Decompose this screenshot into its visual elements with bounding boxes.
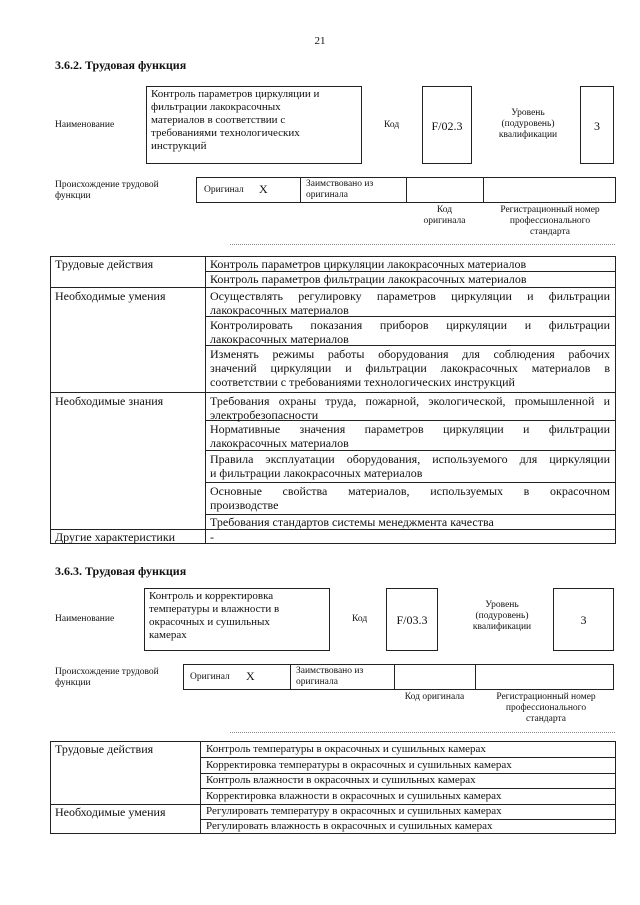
level-value: 3 — [594, 119, 600, 133]
level-label — [452, 600, 552, 633]
skill-line: лакокрасочных материалов — [210, 303, 349, 317]
reg-number-caption — [485, 205, 615, 238]
borrowed-label-line: оригинала — [296, 677, 338, 687]
knowledge-label: Необходимые знания — [55, 394, 164, 408]
knowledge-item — [210, 394, 610, 422]
name-label: Наименование — [55, 120, 115, 130]
reg-caption-line: профессионального — [505, 703, 587, 713]
labor-action-item: Контроль температуры в окрасочных и сушильных камерах — [206, 743, 486, 755]
skill-line: соответствии с требованиями технологических инструкций — [210, 375, 515, 389]
skills-label: Необходимые умения — [55, 805, 166, 819]
skill-line: Изменять режимы работы оборудования для соблюдения рабочих — [210, 347, 610, 361]
borrowed-label-line: оригинала — [306, 190, 348, 200]
code-value-box — [422, 86, 472, 164]
function-name-line: Контроль и корректировка — [149, 590, 274, 602]
code-original-caption: Код оригинала — [404, 692, 465, 702]
code-caption-line: оригинала — [423, 216, 466, 226]
original-label: Оригинал — [190, 672, 230, 682]
knowledge-line: электробезопасности — [210, 408, 319, 422]
function-name-line: окрасочных и сушильных — [149, 616, 270, 628]
labor-action-item: Контроль параметров циркуляции лакокрасочных материалов — [210, 257, 527, 271]
code-value-box — [386, 588, 438, 651]
knowledge-line: Требования охраны труда, пожарной, экологической, промышленной и — [210, 394, 610, 408]
knowledge-line: Основные свойства материалов, используемых в окрасочном — [210, 484, 610, 498]
skill-line: лакокрасочных материалов — [210, 332, 349, 346]
knowledge-item: Требования стандартов системы менеджмента качества — [210, 515, 494, 529]
borrowed-label — [296, 666, 363, 688]
labor-action-item: Корректировка влажности в окрасочных и сушильных камерах — [206, 790, 502, 802]
knowledge-item — [210, 452, 610, 480]
original-mark: X — [259, 182, 268, 196]
function-name-line: температуры и влажности в — [149, 603, 280, 615]
knowledge-item — [210, 484, 610, 512]
skill-item: Регулировать влажность в окрасочных и сушильных камерах — [206, 820, 493, 832]
knowledge-item — [210, 422, 610, 450]
function-name-line: материалов в соответствии с — [151, 114, 286, 126]
code-value: F/03.3 — [396, 613, 428, 627]
origin-label-line: функции — [55, 678, 91, 688]
function-name-line: требованиями технологических — [151, 127, 300, 139]
reg-caption-line: стандарта — [530, 227, 570, 237]
code-label: Код — [352, 614, 368, 624]
knowledge-line: Нормативные значения параметров циркуляции и фильтрации — [210, 422, 610, 436]
original-label: Оригинал — [204, 185, 244, 195]
function-name-line: фильтрации лакокрасочных — [151, 101, 281, 113]
skill-line: Контролировать показания приборов циркуляции и фильтрации — [210, 318, 610, 332]
level-label-line: квалификации — [472, 622, 532, 632]
section-title: 3.6.2. Трудовая функция — [55, 58, 187, 72]
borrowed-label-line: Заимствовано из — [296, 666, 364, 676]
code-value: F/02.3 — [431, 119, 463, 133]
level-label-line: Уровень — [511, 108, 545, 118]
level-label — [478, 108, 578, 141]
page-number: 21 — [314, 35, 326, 47]
code-original-caption — [406, 205, 483, 227]
origin-label-line: Происхождение трудовой — [55, 667, 159, 677]
skill-line: значений циркуляции и фильтрации лакокрасочных материалов в — [210, 361, 610, 375]
labor-action-item: Корректировка температуры в окрасочных и сушильных камерах — [206, 759, 512, 771]
name-label: Наименование — [55, 614, 115, 624]
skill-line: Осуществлять регулировку параметров циркуляции и фильтрации — [210, 289, 610, 303]
level-value-box — [553, 588, 614, 651]
code-label: Код — [384, 120, 400, 130]
reg-caption-line: Регистрационный номер — [500, 205, 600, 215]
level-label-line: квалификации — [498, 130, 558, 140]
level-label-line: (подуровень) — [501, 119, 555, 129]
skill-item — [210, 289, 610, 317]
other-value: - — [210, 530, 214, 544]
level-value: 3 — [580, 613, 587, 627]
skill-item: Регулировать температуру в окрасочных и сушильных камерах — [206, 805, 502, 817]
origin-label — [55, 667, 159, 689]
labor-actions-label: Трудовые действия — [55, 742, 154, 756]
reg-caption-line: профессионального — [509, 216, 591, 226]
knowledge-line: Правила эксплуатации оборудования, используемого для циркуляции — [210, 452, 610, 466]
function-name-box — [144, 588, 330, 651]
reg-number-caption — [478, 692, 614, 725]
origin-label — [55, 180, 159, 202]
skills-label: Необходимые умения — [55, 289, 166, 303]
function-name-line: камерах — [149, 629, 187, 641]
code-caption-line: Код — [436, 205, 453, 215]
skill-item — [210, 318, 610, 346]
level-value-box — [580, 86, 614, 164]
level-label-line: (подуровень) — [475, 611, 529, 621]
reg-caption-line: стандарта — [526, 714, 566, 724]
origin-label-line: Происхождение трудовой — [55, 180, 159, 190]
level-label-line: Уровень — [485, 600, 519, 610]
section-title: 3.6.3. Трудовая функция — [55, 564, 187, 578]
knowledge-line: лакокрасочных материалов — [210, 436, 349, 450]
function-name-box — [146, 86, 362, 164]
function-name-line: Контроль параметров циркуляции и — [151, 88, 320, 100]
knowledge-line: производстве — [210, 498, 279, 512]
knowledge-line: и фильтрации лакокрасочных материалов — [210, 466, 423, 480]
labor-action-item: Контроль параметров фильтрации лакокрасочных материалов — [210, 272, 527, 286]
borrowed-label-line: Заимствовано из — [306, 179, 374, 189]
function-name-line: инструкций — [151, 140, 207, 152]
skill-item — [210, 347, 610, 389]
reg-caption-line: Регистрационный номер — [496, 692, 596, 702]
origin-label-line: функции — [55, 191, 91, 201]
original-mark: X — [246, 669, 255, 683]
labor-actions-label: Трудовые действия — [55, 257, 154, 271]
borrowed-label — [306, 179, 373, 201]
other-label: Другие характеристики — [55, 530, 176, 544]
labor-action-item: Контроль влажности в окрасочных и сушильных камерах — [206, 774, 476, 786]
